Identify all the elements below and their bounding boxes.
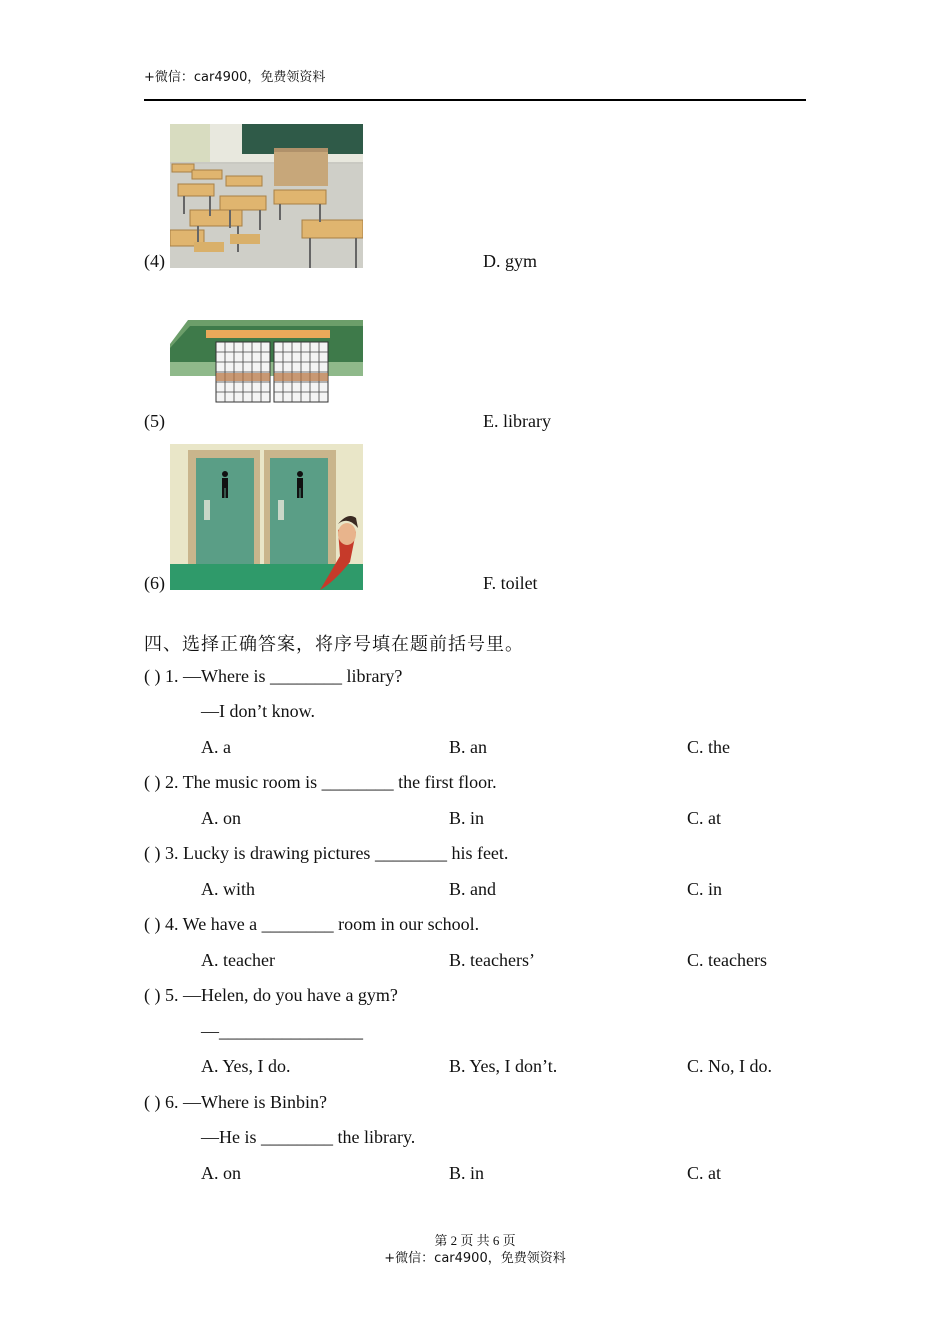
- option-e: E. library: [483, 411, 551, 431]
- question-6-option-b: B. in: [449, 1163, 485, 1183]
- item-number-6: (6): [144, 573, 165, 593]
- question-2-option-c: C. at: [687, 808, 721, 828]
- question-2-stem: ( ) 2. The music room is ________ the first floor.: [144, 772, 497, 792]
- question-6-option-c: C. at: [687, 1163, 721, 1183]
- question-2-option-b: B. in: [449, 808, 485, 828]
- header-text: +微信：car4900，免费领资料: [144, 70, 326, 85]
- question-1-followup: —I don’t know.: [201, 701, 315, 721]
- section-4-title: 四、选择正确答案，将序号填在题前括号里。: [144, 634, 524, 655]
- question-4-option-a: A. teacher: [201, 950, 275, 970]
- question-5-option-c: C. No, I do.: [687, 1056, 772, 1076]
- item-number-5: (5): [144, 411, 165, 431]
- question-3-option-b: B. and: [449, 879, 496, 899]
- classroom-picture: [170, 124, 363, 268]
- question-5-stem: ( ) 5. —Helen, do you have a gym?: [144, 985, 398, 1005]
- question-1-option-a: A. a: [201, 737, 231, 757]
- toilet-picture: [170, 444, 363, 590]
- question-1-option-c: C. the: [687, 737, 730, 757]
- question-6-option-a: A. on: [201, 1163, 241, 1183]
- library-picture: [170, 318, 363, 404]
- question-6-stem: ( ) 6. —Where is Binbin?: [144, 1092, 327, 1112]
- question-3-stem: ( ) 3. Lucky is drawing pictures ________ his feet.: [144, 843, 509, 863]
- footer-text: +微信：car4900，免费领资料: [384, 1251, 566, 1266]
- question-4-stem: ( ) 4. We have a ________ room in our school.: [144, 914, 480, 934]
- question-4-option-c: C. teachers: [687, 950, 767, 970]
- page-number: 第 2 页 共 6 页: [434, 1233, 516, 1248]
- question-1-stem: ( ) 1. —Where is ________ library?: [144, 666, 403, 686]
- question-6-followup: —He is ________ the library.: [201, 1127, 416, 1147]
- question-5-option-a: A. Yes, I do.: [201, 1056, 291, 1076]
- question-3-option-c: C. in: [687, 879, 723, 899]
- question-4-option-b: B. teachers’: [449, 950, 535, 970]
- question-3-option-a: A. with: [201, 879, 255, 899]
- question-2-option-a: A. on: [201, 808, 241, 828]
- question-5-followup: —________________: [201, 1021, 363, 1041]
- option-f: F. toilet: [483, 573, 538, 593]
- option-d: D. gym: [483, 251, 537, 271]
- question-5-option-b: B. Yes, I don’t.: [449, 1056, 558, 1076]
- header-divider: [144, 99, 806, 101]
- item-number-4: (4): [144, 251, 165, 271]
- question-1-option-b: B. an: [449, 737, 487, 757]
